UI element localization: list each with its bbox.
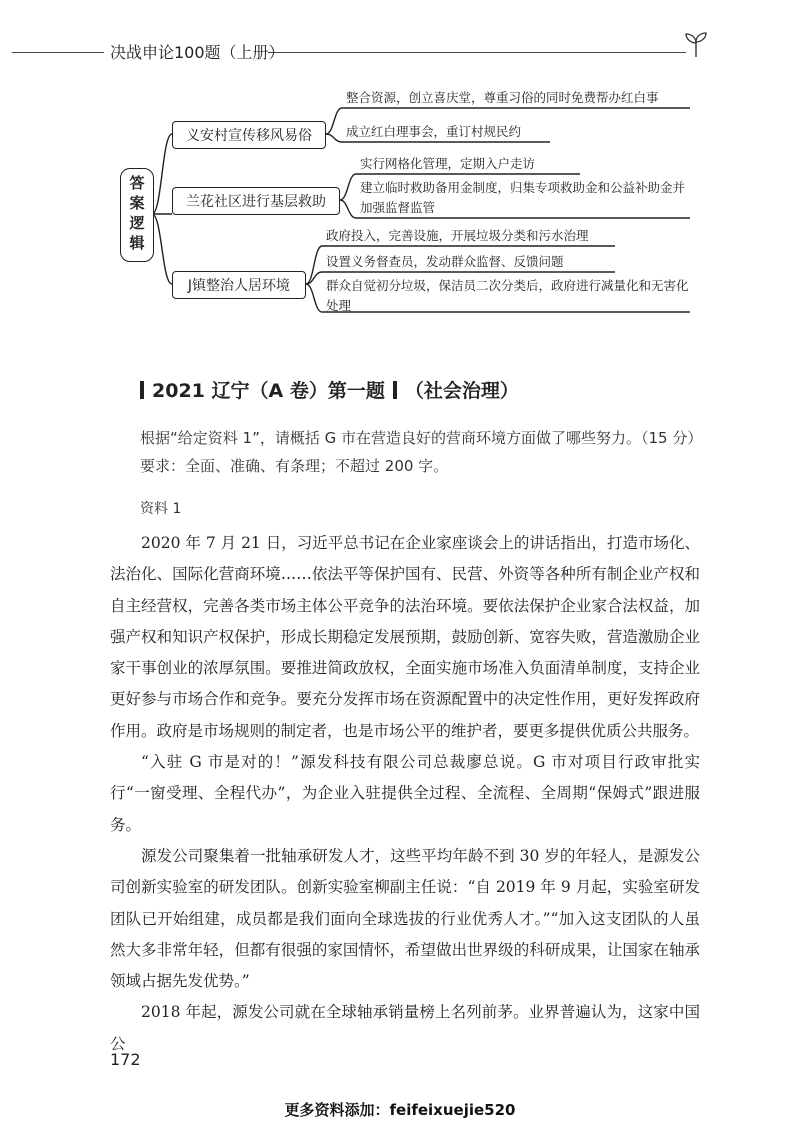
leaf-text: 建立临时救助备用金制度，归集专项救助金和公益补助金并加强监督监管 bbox=[360, 180, 686, 215]
book-title: 决战申论100题（上册） bbox=[110, 43, 285, 62]
section-heading bbox=[140, 376, 519, 403]
question-prompt: 根据“给定资料 1”，请概括 G 市在营造良好的营商环境方面做了哪些努力。（15 分） bbox=[140, 429, 703, 447]
section-title: 2021 辽宁（A 卷）第一题 bbox=[152, 380, 385, 402]
branch-j-town: J镇整治人居环境 bbox=[172, 271, 306, 299]
sprout-icon bbox=[683, 30, 709, 58]
question-requirement: 要求：全面、准确、有条理；不超过 200 字。 bbox=[140, 457, 449, 475]
leaf-text: 实行网格化管理，定期入户走访 bbox=[360, 156, 536, 171]
material-paragraph: 2018 年起，源发公司就在全球轴承销量榜上名列前茅。业界普遍认为，这家中国公 bbox=[110, 1003, 700, 1053]
question-block bbox=[140, 424, 703, 480]
material-body bbox=[110, 528, 700, 1060]
leaf-text: 群众自觉初分垃圾，保洁员二次分类后，政府进行减量化和无害化处理 bbox=[326, 278, 689, 313]
page-number: 172 bbox=[110, 1050, 141, 1069]
heading-bar bbox=[393, 381, 397, 399]
material-paragraph: “入驻 G 市是对的！”源发科技有限公司总裁廖总说。G 市对项目行政审批实行“一窗受理、全程代办”，为企业入驻提供全过程、全流程、全周期“保姆式”跟进服务。 bbox=[110, 753, 700, 834]
leaf-text: 成立红白理事会，重订村规民约 bbox=[346, 124, 522, 139]
leaf-text: 整合资源，创立喜庆堂，尊重习俗的同时免费帮办红白事 bbox=[346, 90, 659, 105]
leaf-text: 政府投入，完善设施，开展垃圾分类和污水治理 bbox=[326, 228, 589, 243]
footer-note: 更多资料添加：feifeixuejie520 bbox=[284, 1101, 516, 1119]
material-label: 资料 1 bbox=[140, 501, 182, 517]
branch-lanhua-community: 兰花社区进行基层救助 bbox=[172, 187, 340, 215]
header-rule-left bbox=[12, 52, 104, 53]
leaf-text: 设置义务督查员，发动群众监督、反馈问题 bbox=[326, 254, 564, 269]
material-paragraph: 2020 年 7 月 21 日，习近平总书记在企业家座谈会上的讲话指出，打造市场化、法治化、国际化营商环境……依法平等保护国有、民营、外资等各种所有制企业产权和自主经营权，完善各类市场主体公平竞争的法治环境。要依法保护企业家合法权益，加强产权和知识产权保护，形成长期稳定发展预期，鼓励创新、宽容失败，营造激励企业家干事创业的浓厚氛围。要推进简政放权，全面实施市场准入负面清单制度，支持企业更好参与市场合作和竞争。要充分发挥市场在资源配置中的决定性作用，更好发挥政府作用。政府是市场规则的制定者，也是市场公平的维护者，要更多提供优质公共服务。 bbox=[110, 534, 700, 740]
section-topic: （社会治理） bbox=[404, 380, 519, 402]
diagram-root: 答案逻辑 bbox=[120, 168, 154, 262]
material-paragraph: 源发公司聚集着一批轴承研发人才，这些平均年龄不到 30 岁的年轻人，是源发公司创新实验室的研发团队。创新实验室柳副主任说：“自 2019 年 9 月起，实验室研发团队已开始组建，成员都是我们面向全球选拔的行业优秀人才。”“加入这支团队的人虽然大多非常年轻，但都有很强的家国情怀，希望做出世界级的科研成果，让国家在轴承领域占据先发优势。” bbox=[110, 846, 700, 991]
branch-yian-village: 义安村宣传移风易俗 bbox=[172, 121, 326, 149]
header-rule-right bbox=[268, 52, 686, 53]
heading-bar bbox=[140, 381, 144, 399]
